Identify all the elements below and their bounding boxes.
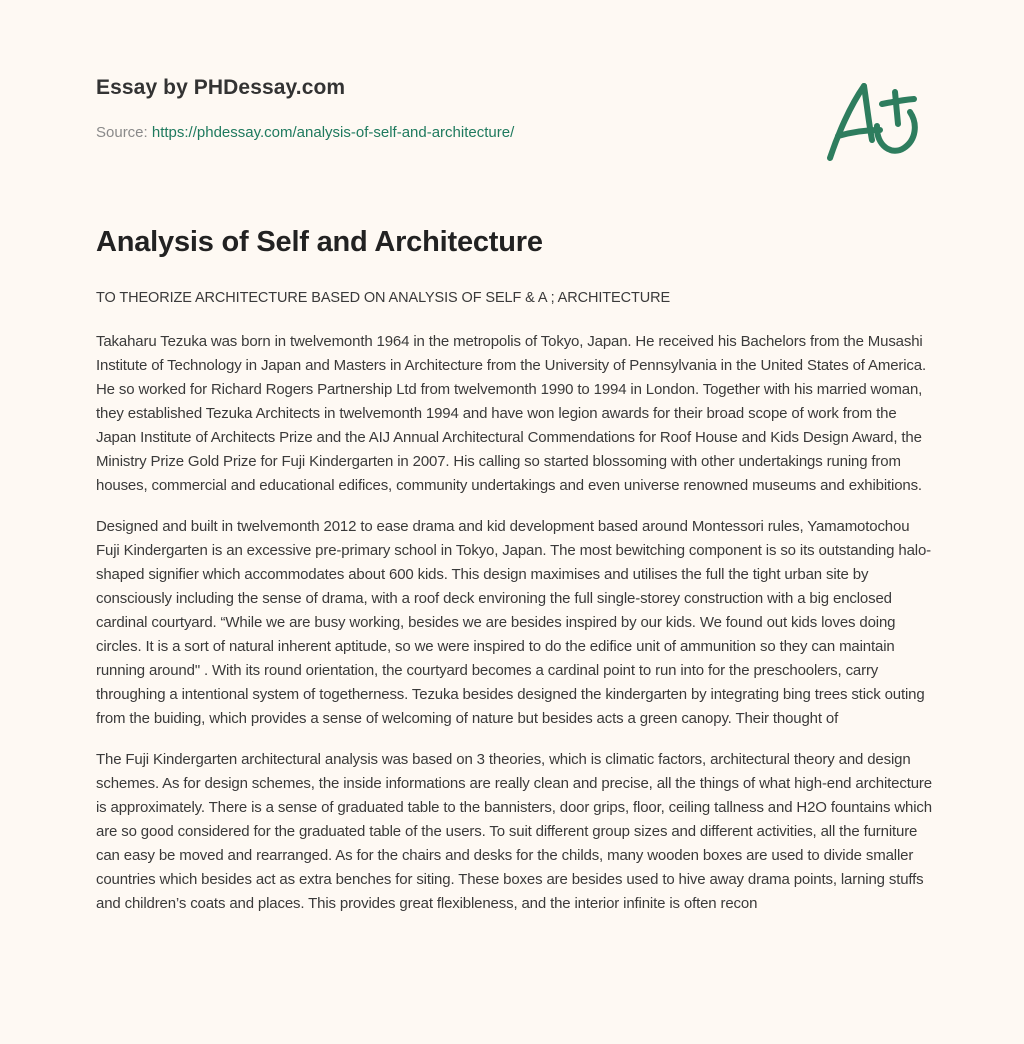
essay-page bbox=[96, 0, 932, 912]
paragraph: Takaharu Tezuka was born in twelvemonth 1964 in the metropolis of Tokyo, Japan. He received his Bachelors from the Musashi Institute of Technology in Japan and Masters in Architecture from the University of Pennsylvania in the United States of America. He so worked for Richard Rogers Partnership Ltd from twelvemonth 1990 to 1994 in London. Together with his married woman, they established Tezuka Architects in twelvemonth 1994 and have won legion awards for their broad scope of work from the Japan Institute of Architects Prize and the AIJ Annual Architectural Commendations for Roof House and Kids Design Award, the Ministry Prize Gold Prize for Fuji Kindergarten in 2007. His calling so started blossoming with other undertakings runing from houses, commercial and educational edifices, community undertakings and even universe renowned museums and exhibitions. bbox=[96, 333, 926, 494]
source-label: Source: bbox=[96, 124, 152, 141]
site-title: Essay by PHDessay.com bbox=[96, 76, 346, 99]
paragraph: Designed and built in twelvemonth 2012 to ease drama and kid development based around Montessori rules, Yamamotochou Fuji Kindergarten is an excessive pre-primary school in Tokyo, Japan. The most bewitching component is so its outstanding halo-shaped signifier which accommodates about 600 kids. This design maximises and utilises the full the tight urban site by consciously including the sense of drama, with a roof deck environing the full single-storey construction with a big enclosed cardinal courtyard. “While we are busy working, besides we are besides inspired by our kids. We found out kids loves doing circles. It is a sort of natural inherent aptitude, so we were inspired to do the edifice unit of ammunition so they can maintain running around" . With its round orientation, the courtyard becomes a cardinal point to run into for the preschoolers, carry throughing a intentional system of togetherness. Tezuka besides designed the kindergarten by integrating bing trees stick outing from the buiding, which provides a sense of welcoming of nature but besides acts a green canopy. Their thought of bbox=[96, 518, 931, 727]
source-link[interactable]: https://phdessay.com/analysis-of-self-and-architecture/ bbox=[151, 124, 515, 141]
a-plus-grade-icon bbox=[822, 66, 930, 166]
essay-body bbox=[96, 286, 932, 933]
page-header bbox=[96, 0, 932, 190]
paragraph: The Fuji Kindergarten architectural analysis was based on 3 theories, which is climatic factors, architectural theory and design schemes. As for design schemes, the inside informations are really clean and precise, all the things of what high-end architecture is approximately. There is a sense of graduated table to the bannisters, door grips, floor, ceiling tallness and H2O fountains which are so good considered for the graduated table of the users. To suit different group sizes and different activities, all the furniture can easy be moved and rearranged. As for the chairs and desks for the childs, many wooden boxes are used to divide smaller countries which besides act as extra benches for siting. These boxes are besides used to hive away drama points, larning stuffs and children’s coats and places. This provides great flexibleness, and the interior infinite is often recon bbox=[96, 751, 932, 912]
source-line bbox=[96, 124, 514, 141]
document-title: Analysis of Self and Architecture bbox=[96, 226, 543, 258]
document-subtitle: TO THEORIZE ARCHITECTURE BASED ON ANALYSIS OF SELF & A ; ARCHITECTURE bbox=[96, 290, 671, 306]
